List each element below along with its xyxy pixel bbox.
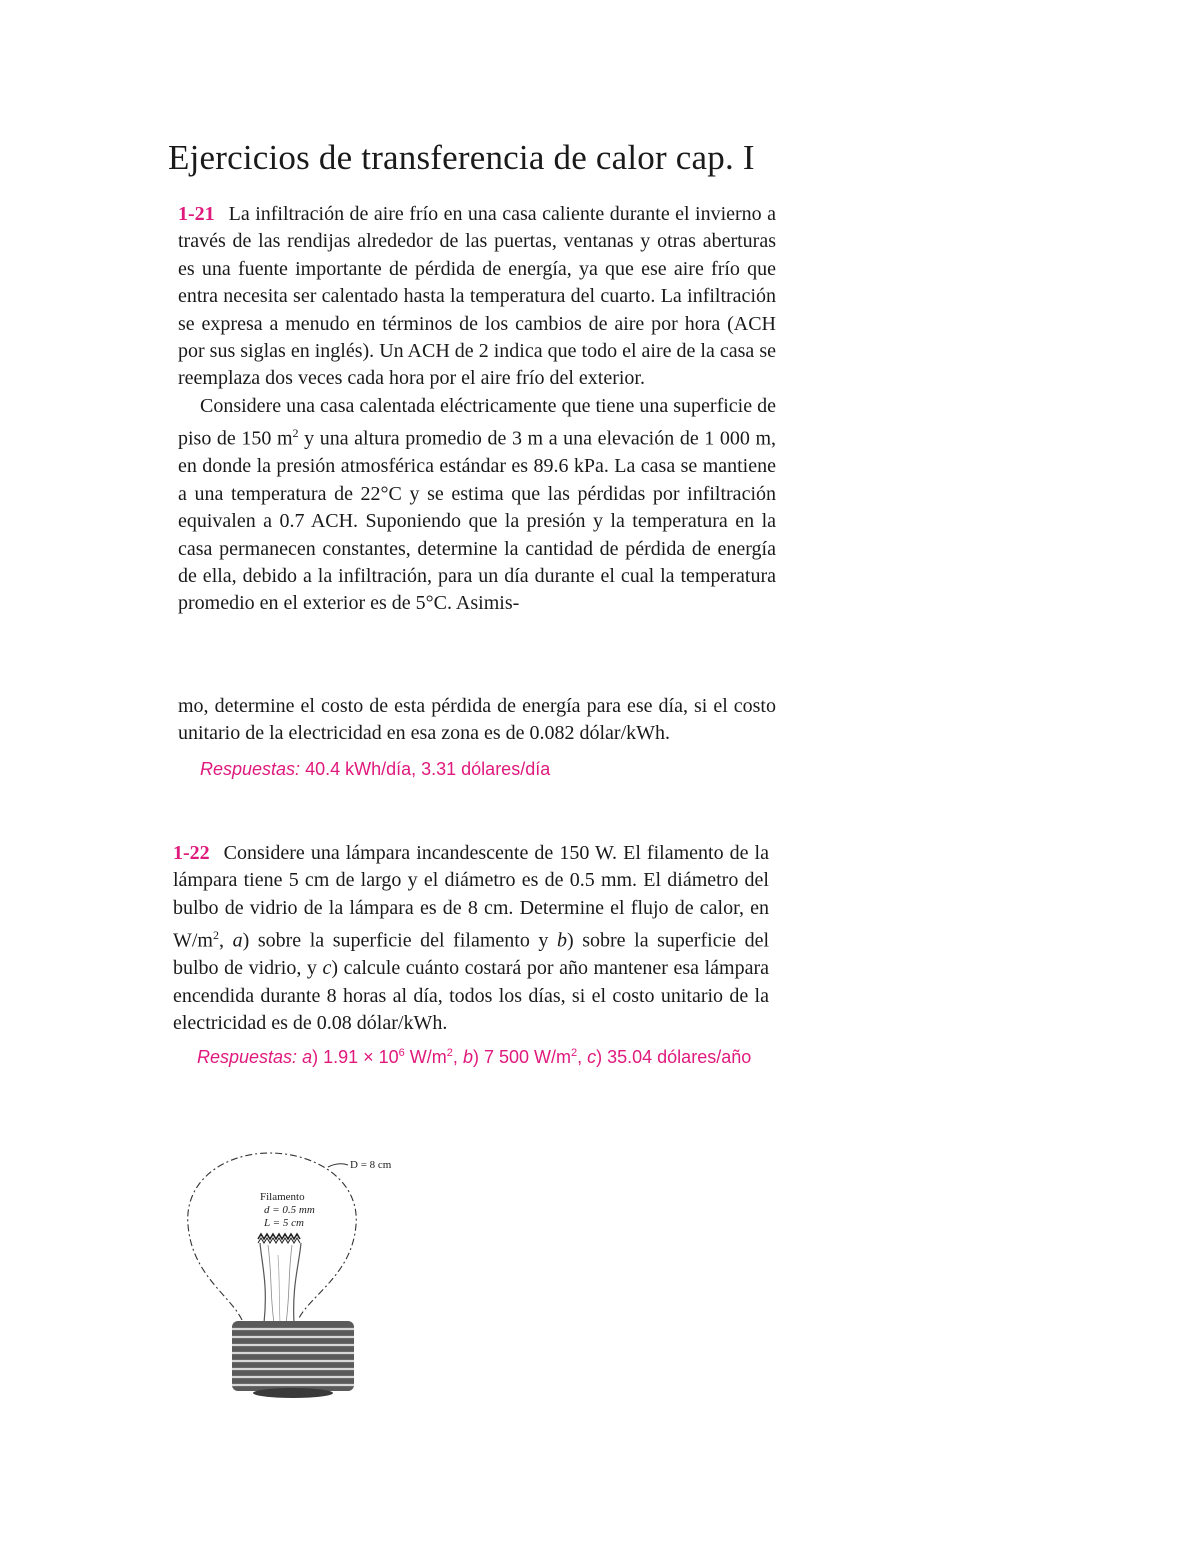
paragraph-text: ) calcule cuánto costará por año mantener esa lámpara encendida durante 8 horas al día, todos los días, si el costo unitario de la electricidad es de 0.08 dólar/kWh. (173, 957, 769, 1035)
filament-title: Filamento (260, 1191, 305, 1203)
bulb-diameter-label: D = 8 cm (350, 1159, 392, 1171)
stem-line (278, 1255, 280, 1323)
problem-1-22-text (173, 840, 769, 1038)
problem-1-21-continued (178, 693, 776, 782)
superscript: 2 (213, 928, 219, 943)
answers-label: Respuestas: (200, 758, 301, 779)
screw-base (232, 1321, 354, 1398)
part-letter: a (232, 929, 243, 952)
support-wire-left (260, 1243, 265, 1323)
part-letter: a (302, 1046, 313, 1067)
answer-unit: W/m (404, 1046, 447, 1067)
stem-line (286, 1245, 292, 1323)
filament-length-label: L = 5 cm (264, 1217, 304, 1229)
superscript: 6 (398, 1046, 405, 1059)
problem-1-21-paragraph-1 (178, 201, 776, 393)
separator: , (577, 1046, 588, 1067)
answer-value: ) 1.91 × 10 (312, 1046, 399, 1067)
part-letter: c (587, 1046, 597, 1067)
paragraph-text: y una altura promedio de 3 m a una elevación de 1 000 m, en donde la presión atmosférica estándar es 89.6 kPa. La casa se mantiene a una temperatura de 22°C y se estima que las pérdidas por infiltración equivalen a 0.7 ACH. Suponiendo que la presión y la temperatura en la casa permanecen constantes, determine la cantidad de pérdida de energía de ella, debido a la infiltración, para un día durante el cual la temperatura promedio en el exterior es de 5°C. Asimis- (178, 427, 776, 615)
problem-number: 1-22 (173, 842, 210, 864)
problem-1-22-answers (173, 1040, 769, 1070)
superscript: 2 (446, 1046, 453, 1059)
problem-1-21-paragraph-3: mo, determine el costo de esta pérdida de energía para ese día, si el costo unitario de la electricidad en esa zona es de 0.082 dólar/kWh. (178, 695, 776, 745)
light-bulb-figure (170, 1145, 410, 1405)
problem-1-21 (178, 201, 776, 618)
separator: , (452, 1046, 463, 1067)
problem-1-21-paragraph-2 (178, 393, 776, 618)
problem-1-22 (173, 840, 769, 1070)
part-letter: c (322, 957, 332, 980)
paragraph-text: , (219, 929, 233, 952)
paragraph-text: Considere una casa calentada eléctricamente que tiene una superficie de piso de 150 m (178, 394, 776, 450)
filament-diameter-label: d = 0.5 mm (264, 1204, 315, 1216)
paragraph-text: Considere una lámpara incandescente de 150 W. El filamento de la lámpara tiene 5 cm de largo y el diámetro es de 0.5 mm. El diámetro del bulbo de vidrio de la lámpara es de 8 cm. Determine el flujo de calor, en W/m (173, 842, 769, 952)
answer-value: ) 35.04 dólares/año (596, 1046, 752, 1067)
problem-1-21-answers (178, 756, 776, 782)
part-letter: b (557, 929, 567, 952)
problem-number: 1-21 (178, 203, 215, 225)
answer-value: ) 7 500 W/m (472, 1046, 571, 1067)
superscript: 2 (570, 1046, 578, 1059)
page-title: Ejercicios de transferencia de calor cap. I (168, 138, 755, 177)
support-wire-right (294, 1243, 301, 1323)
paragraph-text: ) sobre la superficie del filamento y (242, 929, 557, 952)
answers-label: Respuestas: (197, 1046, 298, 1067)
stem-line (268, 1245, 274, 1323)
paragraph-text: La infiltración de aire frío en una casa caliente durante el invierno a través de las rendijas alrededor de las puertas, ventanas y otras aberturas es una fuente importante de pérdida de energía, ya que ese aire frío que entra necesita ser calentado hasta la temperatura del cuarto. La infiltración se expresa a menudo en términos de los cambios de aire por hora (ACH por sus siglas en inglés). Un ACH de 2 indica que todo el aire de la casa se reemplaza dos veces cada hora por el aire frío del exterior. (178, 203, 776, 390)
diameter-leader-line (328, 1164, 348, 1167)
superscript: 2 (292, 426, 299, 441)
answers-values: 40.4 kWh/día, 3.31 dólares/día (300, 758, 551, 779)
part-letter: b (462, 1046, 473, 1067)
paragraph-text: ) sobre la superficie del bulbo de vidrio, y (173, 929, 770, 980)
